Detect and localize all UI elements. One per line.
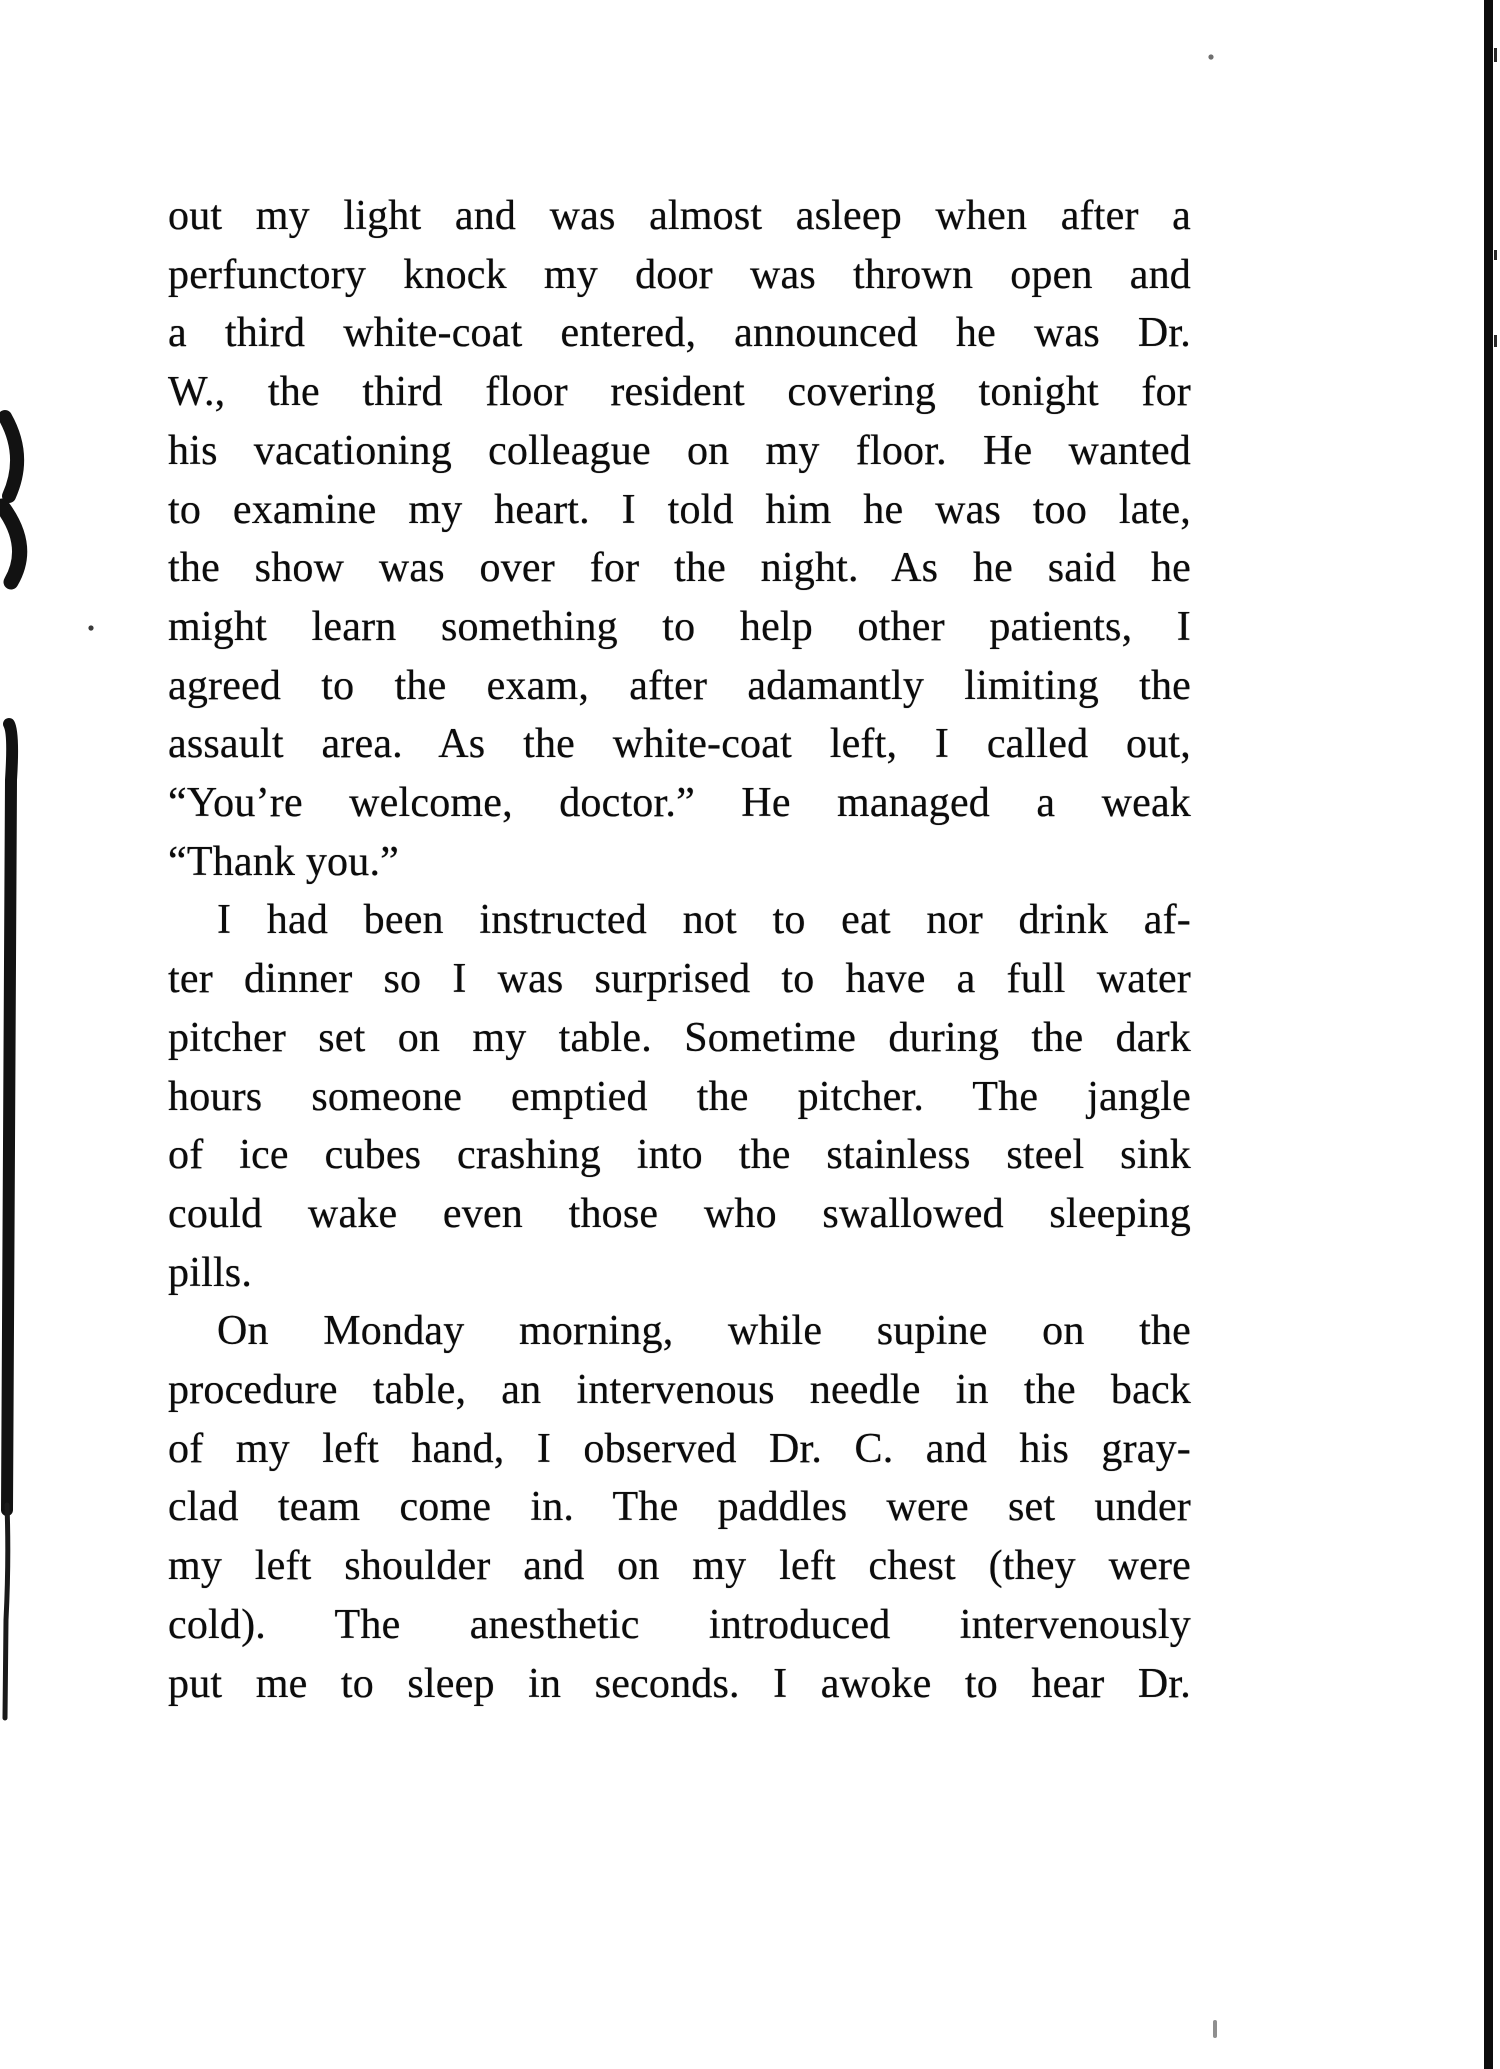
text-line: agreed to the exam, after adamantly limiting the	[168, 662, 1191, 709]
left-margin-vertical-line	[7, 724, 12, 1510]
left-margin-arc-top	[5, 417, 17, 496]
right-edge-scan-tick-1	[1494, 48, 1497, 62]
text-line: assault area. As the white-coat left, I called out,	[168, 721, 1191, 768]
text-line: cold). The anesthetic introduced intervenously	[168, 1601, 1191, 1648]
text-line: hours someone emptied the pitcher. The jangle	[168, 1073, 1191, 1120]
bottom-right-speck	[1213, 2020, 1217, 2038]
text-line: perfunctory knock my door was thrown open and	[168, 251, 1191, 298]
text-line: “You’re welcome, doctor.” He managed a weak	[168, 780, 1191, 827]
right-edge-scan-tick-2	[1494, 250, 1497, 260]
text-line: put me to sleep in seconds. I awoke to hear Dr.	[168, 1660, 1191, 1707]
left-margin-vertical-line-tail	[5, 1505, 8, 1718]
right-edge-scan-tick-3	[1494, 335, 1497, 347]
text-line: of my left hand, I observed Dr. C. and his gray-	[168, 1425, 1191, 1472]
text-line: W., the third floor resident covering tonight for	[168, 369, 1191, 416]
text-line: his vacationing colleague on my floor. He wanted	[168, 427, 1191, 474]
top-right-speck	[1208, 54, 1213, 59]
text-line: a third white-coat entered, announced he was Dr.	[168, 310, 1191, 357]
text-line: I had been instructed not to eat nor drink af-	[217, 897, 1191, 944]
page-text	[168, 187, 1191, 1713]
right-edge-scan-band	[1484, 0, 1493, 2069]
text-line: pills.	[168, 1249, 253, 1296]
text-line: my left shoulder and on my left chest (they were	[168, 1543, 1191, 1590]
text-line: out my light and was almost asleep when after a	[168, 193, 1191, 239]
text-line: the show was over for the night. As he said he	[168, 545, 1191, 592]
text-line: procedure table, an intervenous needle in the back	[168, 1367, 1191, 1414]
text-line: “Thank you.”	[168, 838, 399, 885]
text-line: ter dinner so I was surprised to have a full water	[168, 956, 1191, 1003]
text-line: pitcher set on my table. Sometime during the dark	[168, 1014, 1191, 1061]
text-line: might learn something to help other patients, I	[168, 603, 1191, 650]
text-line: to examine my heart. I told him he was too late,	[168, 486, 1191, 533]
text-line: On Monday morning, while supine on the	[217, 1308, 1191, 1355]
text-line: of ice cubes crashing into the stainless steel sink	[168, 1132, 1191, 1179]
text-line: could wake even those who swallowed sleeping	[168, 1190, 1191, 1237]
text-line: clad team come in. The paddles were set under	[168, 1484, 1191, 1531]
ink-dot	[88, 625, 93, 630]
left-margin-arc-bottom	[2, 506, 20, 582]
